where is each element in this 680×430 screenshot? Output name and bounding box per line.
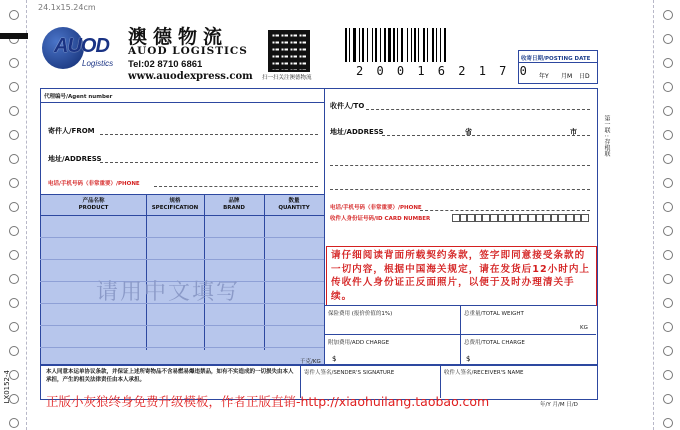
signature-date: 年/Y 月/M 日/D — [540, 402, 578, 408]
feed-hole — [663, 154, 673, 164]
company-logo — [42, 25, 116, 73]
barcode-bar — [362, 28, 364, 62]
barcode-bar — [407, 28, 408, 62]
tracking-number: 2 0 0 1 6 2 1 7 0 — [356, 64, 530, 78]
agreement-text: 本人同意本运单协议条款，并保证上述所寄物品不含易燃易爆违禁品，如有不实造成的一切损失由本人承担，产生的相关法律责任由本人承担。 — [46, 369, 294, 383]
weight-unit-footer: 千克/KG — [300, 359, 321, 365]
barcode-bar — [440, 28, 441, 62]
feed-hole — [663, 10, 673, 20]
barcode-bar — [401, 28, 403, 62]
id-digit-cell[interactable] — [482, 214, 490, 222]
total-weight-label: 总重量/TOTAL WEIGHT — [464, 311, 524, 317]
right-perforation — [653, 0, 654, 430]
company-phone: Tel:02 8710 6861 — [128, 59, 203, 70]
posting-date-label: 收寄日期/POSTING DATE — [521, 56, 591, 62]
product-header-2: 品牌 BRAND — [223, 198, 245, 211]
product-header-0: 产品名称 PRODUCT — [78, 198, 109, 211]
product-row-line — [40, 325, 324, 326]
feed-hole — [663, 130, 673, 140]
product-row-line — [40, 237, 324, 238]
barcode-bar — [393, 28, 395, 62]
receiver-address-label: 地址/ADDRESS — [330, 128, 384, 136]
logo-wordmark: AUOD — [54, 35, 109, 57]
id-number-cells — [452, 214, 590, 222]
feed-hole — [663, 34, 673, 44]
product-header-1: 规格 SPECIFICATION — [151, 198, 199, 211]
feed-hole — [9, 274, 19, 284]
sender-signature-label: 寄件人签名/SENDER'S SIGNATURE — [304, 370, 395, 376]
id-digit-cell[interactable] — [452, 214, 460, 222]
feed-hole — [9, 322, 19, 332]
form-code: LX0152-4 — [3, 370, 11, 404]
feed-hole — [663, 274, 673, 284]
feed-hole — [9, 250, 19, 260]
feed-hole — [9, 418, 19, 428]
qr-caption: 扫一扫关注澳德物流 — [262, 75, 312, 81]
declared-fee-label: 保险费用 (报价价值的1%) — [328, 311, 393, 317]
barcode-bar — [349, 28, 350, 62]
barcode-bar — [384, 28, 386, 62]
receiver-province: 省 — [465, 128, 472, 136]
size-mark: 24.1x15.24cm — [38, 3, 96, 12]
feed-hole — [663, 298, 673, 308]
id-digit-cell[interactable] — [551, 214, 559, 222]
feed-hole — [9, 202, 19, 212]
feed-hole — [9, 226, 19, 236]
company-name-cn: 澳德物流 — [128, 26, 229, 48]
feed-hole — [663, 394, 673, 404]
barcode-bar — [359, 28, 360, 62]
receiver-city: 市 — [570, 128, 577, 136]
registration-mark — [0, 33, 28, 39]
feed-hole — [663, 106, 673, 116]
id-digit-cell[interactable] — [536, 214, 544, 222]
feed-hole — [663, 250, 673, 260]
add-charge-currency: $ — [332, 355, 337, 363]
id-digit-cell[interactable] — [498, 214, 506, 222]
id-digit-cell[interactable] — [558, 214, 566, 222]
feed-hole — [9, 154, 19, 164]
feed-hole — [9, 346, 19, 356]
id-digit-cell[interactable] — [505, 214, 513, 222]
feed-hole — [9, 298, 19, 308]
feed-hole — [9, 178, 19, 188]
posting-date-box — [518, 50, 598, 84]
id-digit-cell[interactable] — [460, 214, 468, 222]
posting-date-year: 年Y — [539, 73, 549, 80]
receiver-id-label: 收件人身份证号码/ID CARD NUMBER — [330, 216, 431, 222]
id-digit-cell[interactable] — [490, 214, 498, 222]
left-feed-strip — [0, 0, 26, 430]
id-digit-cell[interactable] — [475, 214, 483, 222]
barcode — [345, 28, 500, 62]
receiver-phone-label: 电话/手机号码（非常重要）/PHONE — [330, 205, 422, 211]
receiver-label: 收件人/TO — [330, 102, 365, 110]
barcode-bar — [414, 28, 416, 62]
feed-hole — [9, 130, 19, 140]
customs-notice: 请仔细阅读背面所载契约条款，签字即同意接受条款的一切内容，根据中国海关规定，请在发货后12小时内上传收件人身份证正反面照片，以便于及时办理清关手续。 — [331, 250, 591, 302]
id-digit-cell[interactable] — [467, 214, 475, 222]
customs-notice-box — [326, 246, 597, 306]
feed-hole — [9, 10, 19, 20]
copy-label: 第一联 : 存根联 — [603, 115, 610, 157]
total-charge-label: 总费用/TOTAL CHARGE — [464, 340, 525, 346]
barcode-bar — [418, 28, 419, 62]
qr-code — [268, 30, 310, 72]
table-watermark: 请用中文填写 — [96, 280, 241, 305]
add-charge-label: 附加费用/ADD CHARGE — [328, 340, 390, 346]
id-digit-cell[interactable] — [566, 214, 574, 222]
barcode-bar — [380, 28, 381, 62]
feed-hole — [663, 82, 673, 92]
barcode-bar — [432, 28, 434, 62]
feed-hole — [663, 202, 673, 212]
weight-unit: KG — [580, 325, 588, 331]
posting-date-day: 日D — [579, 73, 590, 80]
feed-hole — [9, 82, 19, 92]
barcode-bar — [397, 28, 398, 62]
barcode-bar — [423, 28, 425, 62]
id-digit-cell[interactable] — [513, 214, 521, 222]
barcode-bar — [436, 28, 437, 62]
barcode-bar — [353, 28, 356, 62]
feed-hole — [663, 370, 673, 380]
sender-address-label: 地址/ADDRESS — [48, 155, 102, 163]
sender-label: 寄件人/FROM — [48, 127, 95, 135]
feed-hole — [663, 322, 673, 332]
feed-hole — [9, 58, 19, 68]
id-digit-cell[interactable] — [543, 214, 551, 222]
feed-hole — [663, 226, 673, 236]
company-website: www.auodexpress.com — [128, 71, 253, 82]
feed-hole — [9, 106, 19, 116]
barcode-bar — [345, 28, 347, 62]
id-digit-cell[interactable] — [528, 214, 536, 222]
feed-hole — [663, 58, 673, 68]
sender-phone-label: 电话/手机号码（非常重要）/PHONE — [48, 181, 140, 187]
company-name-en: AUOD LOGISTICS — [128, 45, 248, 57]
barcode-bar — [411, 28, 412, 62]
barcode-bar — [388, 28, 391, 62]
feed-hole — [663, 346, 673, 356]
posting-date-month: 月M — [561, 73, 573, 80]
product-row-line — [40, 347, 324, 348]
seller-banner: 正版小灰狼终身免费升级模板，作者正版直销-http://xiaohuilang.taobao.com — [46, 394, 490, 409]
id-digit-cell[interactable] — [581, 214, 589, 222]
barcode-bar — [367, 28, 368, 62]
receiver-signature-label: 收件人签名/RECEIVER'S NAME — [444, 370, 524, 376]
id-digit-cell[interactable] — [520, 214, 528, 222]
id-digit-cell[interactable] — [574, 214, 582, 222]
barcode-bar — [372, 28, 373, 62]
product-row-line — [40, 259, 324, 260]
right-feed-strip — [654, 0, 680, 430]
logo-subtitle: Logistics — [82, 59, 114, 68]
product-header-3: 数量 QUANTITY — [278, 198, 310, 211]
feed-hole — [663, 418, 673, 428]
agent-number-label: 代理编号/Agent number — [44, 94, 113, 100]
barcode-bar — [375, 28, 377, 62]
barcode-bar — [427, 28, 428, 62]
feed-hole — [663, 178, 673, 188]
total-charge-currency: $ — [466, 355, 471, 363]
left-perforation — [26, 0, 27, 430]
barcode-bar — [444, 28, 446, 62]
